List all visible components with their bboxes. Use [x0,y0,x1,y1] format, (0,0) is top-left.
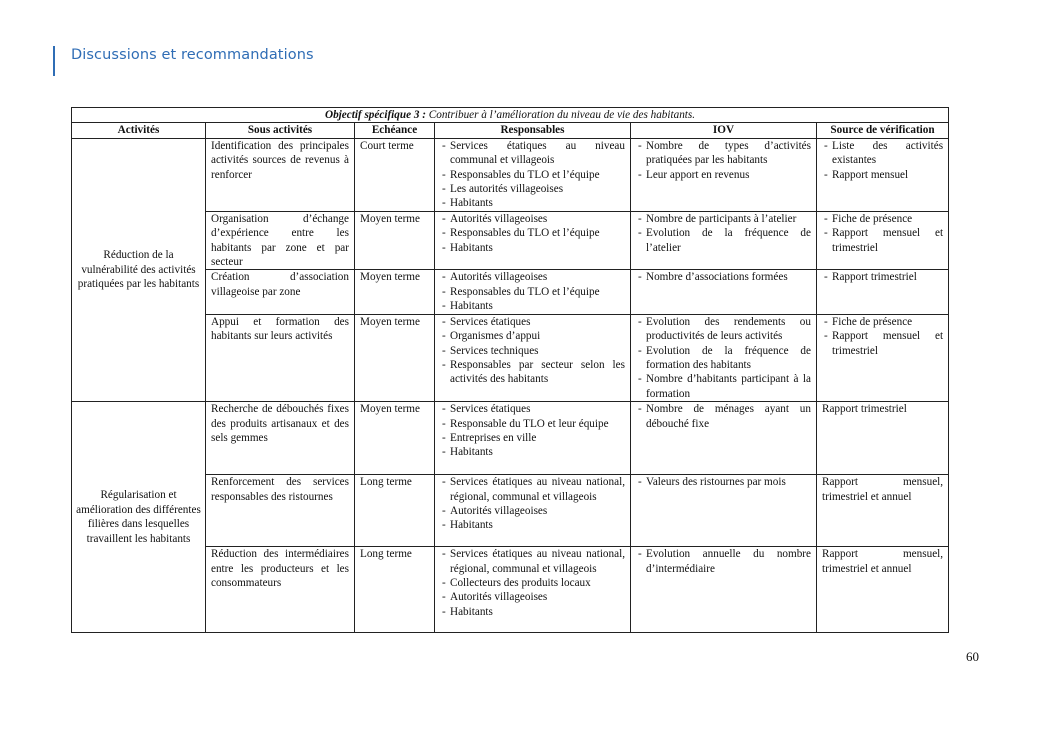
list-item: - Nombre de types d’activités pratiquées par les habitants [636,139,811,168]
iov-cell [631,138,817,211]
list-item: - Autorités villageoises [440,504,625,518]
sub-activity-cell: Réduction des intermédiaires entre les producteurs et les consommateurs [206,547,355,633]
list-item: - Nombre d’habitants participant à la formation [636,372,811,401]
col-header-activites: Activités [72,123,206,138]
source-cell: Rapport trimestriel [817,402,949,475]
list-item: - Les autorités villageoises [440,182,625,196]
col-header-source: Source de vérification [817,123,949,138]
iov-cell [631,211,817,270]
deadline-cell: Long terme [355,547,435,633]
sub-activity-cell: Recherche de débouchés fixes des produits artisanaux et des sels gemmes [206,402,355,475]
list-item: - Responsable du TLO et leur équipe [440,417,625,431]
header-accent-bar [53,46,55,76]
source-cell [817,211,949,270]
col-header-iov: IOV [631,123,817,138]
list-item: - Fiche de présence [822,212,943,226]
sub-activity-cell: Renforcement des services responsables des ristournes [206,475,355,547]
list-item: - Evolution des rendements ou productivités de leurs activités [636,315,811,344]
list-item: - Services étatiques [440,315,625,329]
list-item: - Habitants [440,605,625,619]
activity-cell: Réduction de la vulnérabilité des activités pratiquées par les habitants [72,138,206,401]
list-item: - Organismes d’appui [440,329,625,343]
list-item: - Valeurs des ristournes par mois [636,475,811,489]
list-item: - Habitants [440,196,625,210]
sub-activity-cell: Identification des principales activités sources de revenus à renforcer [206,138,355,211]
list-item: - Fiche de présence [822,315,943,329]
list-item: - Services étatiques au niveau national, régional, communal et villageois [440,547,625,576]
responsables-cell [435,270,631,314]
list-item: - Rapport mensuel et trimestriel [822,329,943,358]
list-item: - Rapport trimestriel [822,270,943,284]
deadline-cell: Moyen terme [355,211,435,270]
responsables-cell [435,402,631,475]
deadline-cell: Moyen terme [355,270,435,314]
list-item: - Liste des activités existantes [822,139,943,168]
list-item: - Nombre d’associations formées [636,270,811,284]
list-item: - Services étatiques au niveau national, régional, communal et villageois [440,475,625,504]
col-header-responsables: Responsables [435,123,631,138]
section-title: Discussions et recommandations [71,47,314,63]
iov-cell [631,402,817,475]
responsables-cell [435,547,631,633]
objective-label: Objectif spécifique 3 : [325,109,426,121]
list-item: - Services étatiques [440,402,625,416]
list-item: - Nombre de ménages ayant un débouché fixe [636,402,811,431]
list-item: - Responsables du TLO et l’équipe [440,226,625,240]
responsables-cell [435,475,631,547]
list-item: - Services étatiques au niveau communal et villageois [440,139,625,168]
list-item: - Responsables du TLO et l’équipe [440,168,625,182]
responsables-cell [435,211,631,270]
list-item: - Autorités villageoises [440,270,625,284]
list-item: - Evolution de la fréquence de l’atelier [636,226,811,255]
objective-table [71,107,949,633]
sub-activity-cell: Organisation d’échange d’expérience entre les habitants par zone et par secteur [206,211,355,270]
list-item: - Responsables du TLO et l’équipe [440,285,625,299]
list-item: - Responsables par secteur selon les activités des habitants [440,358,625,387]
responsables-cell [435,138,631,211]
list-item: - Rapport mensuel et trimestriel [822,226,943,255]
sub-activity-cell: Appui et formation des habitants sur leurs activités [206,314,355,401]
objective-text: Contribuer à l’amélioration du niveau de vie des habitants. [425,109,696,121]
deadline-cell: Moyen terme [355,314,435,401]
list-item: - Leur apport en revenus [636,168,811,182]
source-cell: Rapport mensuel, trimestriel et annuel [817,475,949,547]
objective-row [72,108,949,123]
header-row [72,123,949,138]
list-item: - Evolution annuelle du nombre d’intermédiaire [636,547,811,576]
page-number: 60 [966,649,979,664]
iov-cell [631,270,817,314]
table-row [72,138,949,211]
deadline-cell: Long terme [355,475,435,547]
objective-cell [72,108,949,123]
list-item: - Autorités villageoises [440,590,625,604]
list-item: - Collecteurs des produits locaux [440,576,625,590]
iov-cell [631,547,817,633]
source-cell [817,138,949,211]
list-item: - Habitants [440,241,625,255]
iov-cell [631,314,817,401]
col-header-echeance: Echéance [355,123,435,138]
list-item: - Habitants [440,445,625,459]
list-item: - Services techniques [440,344,625,358]
sub-activity-cell: Création d’association villageoise par zone [206,270,355,314]
table-row [72,402,949,475]
source-cell: Rapport mensuel, trimestriel et annuel [817,547,949,633]
source-cell [817,270,949,314]
list-item: - Habitants [440,518,625,532]
deadline-cell: Moyen terme [355,402,435,475]
list-item: - Evolution de la fréquence de formation des habitants [636,344,811,373]
responsables-cell [435,314,631,401]
source-cell [817,314,949,401]
iov-cell [631,475,817,547]
deadline-cell: Court terme [355,138,435,211]
list-item: - Entreprises en ville [440,431,625,445]
list-item: - Autorités villageoises [440,212,625,226]
list-item: - Rapport mensuel [822,168,943,182]
list-item: - Nombre de participants à l’atelier [636,212,811,226]
col-header-sous-activites: Sous activités [206,123,355,138]
list-item: - Habitants [440,299,625,313]
activity-cell: Régularisation et amélioration des différentes filières dans lesquelles travaillent les habitants [72,402,206,633]
